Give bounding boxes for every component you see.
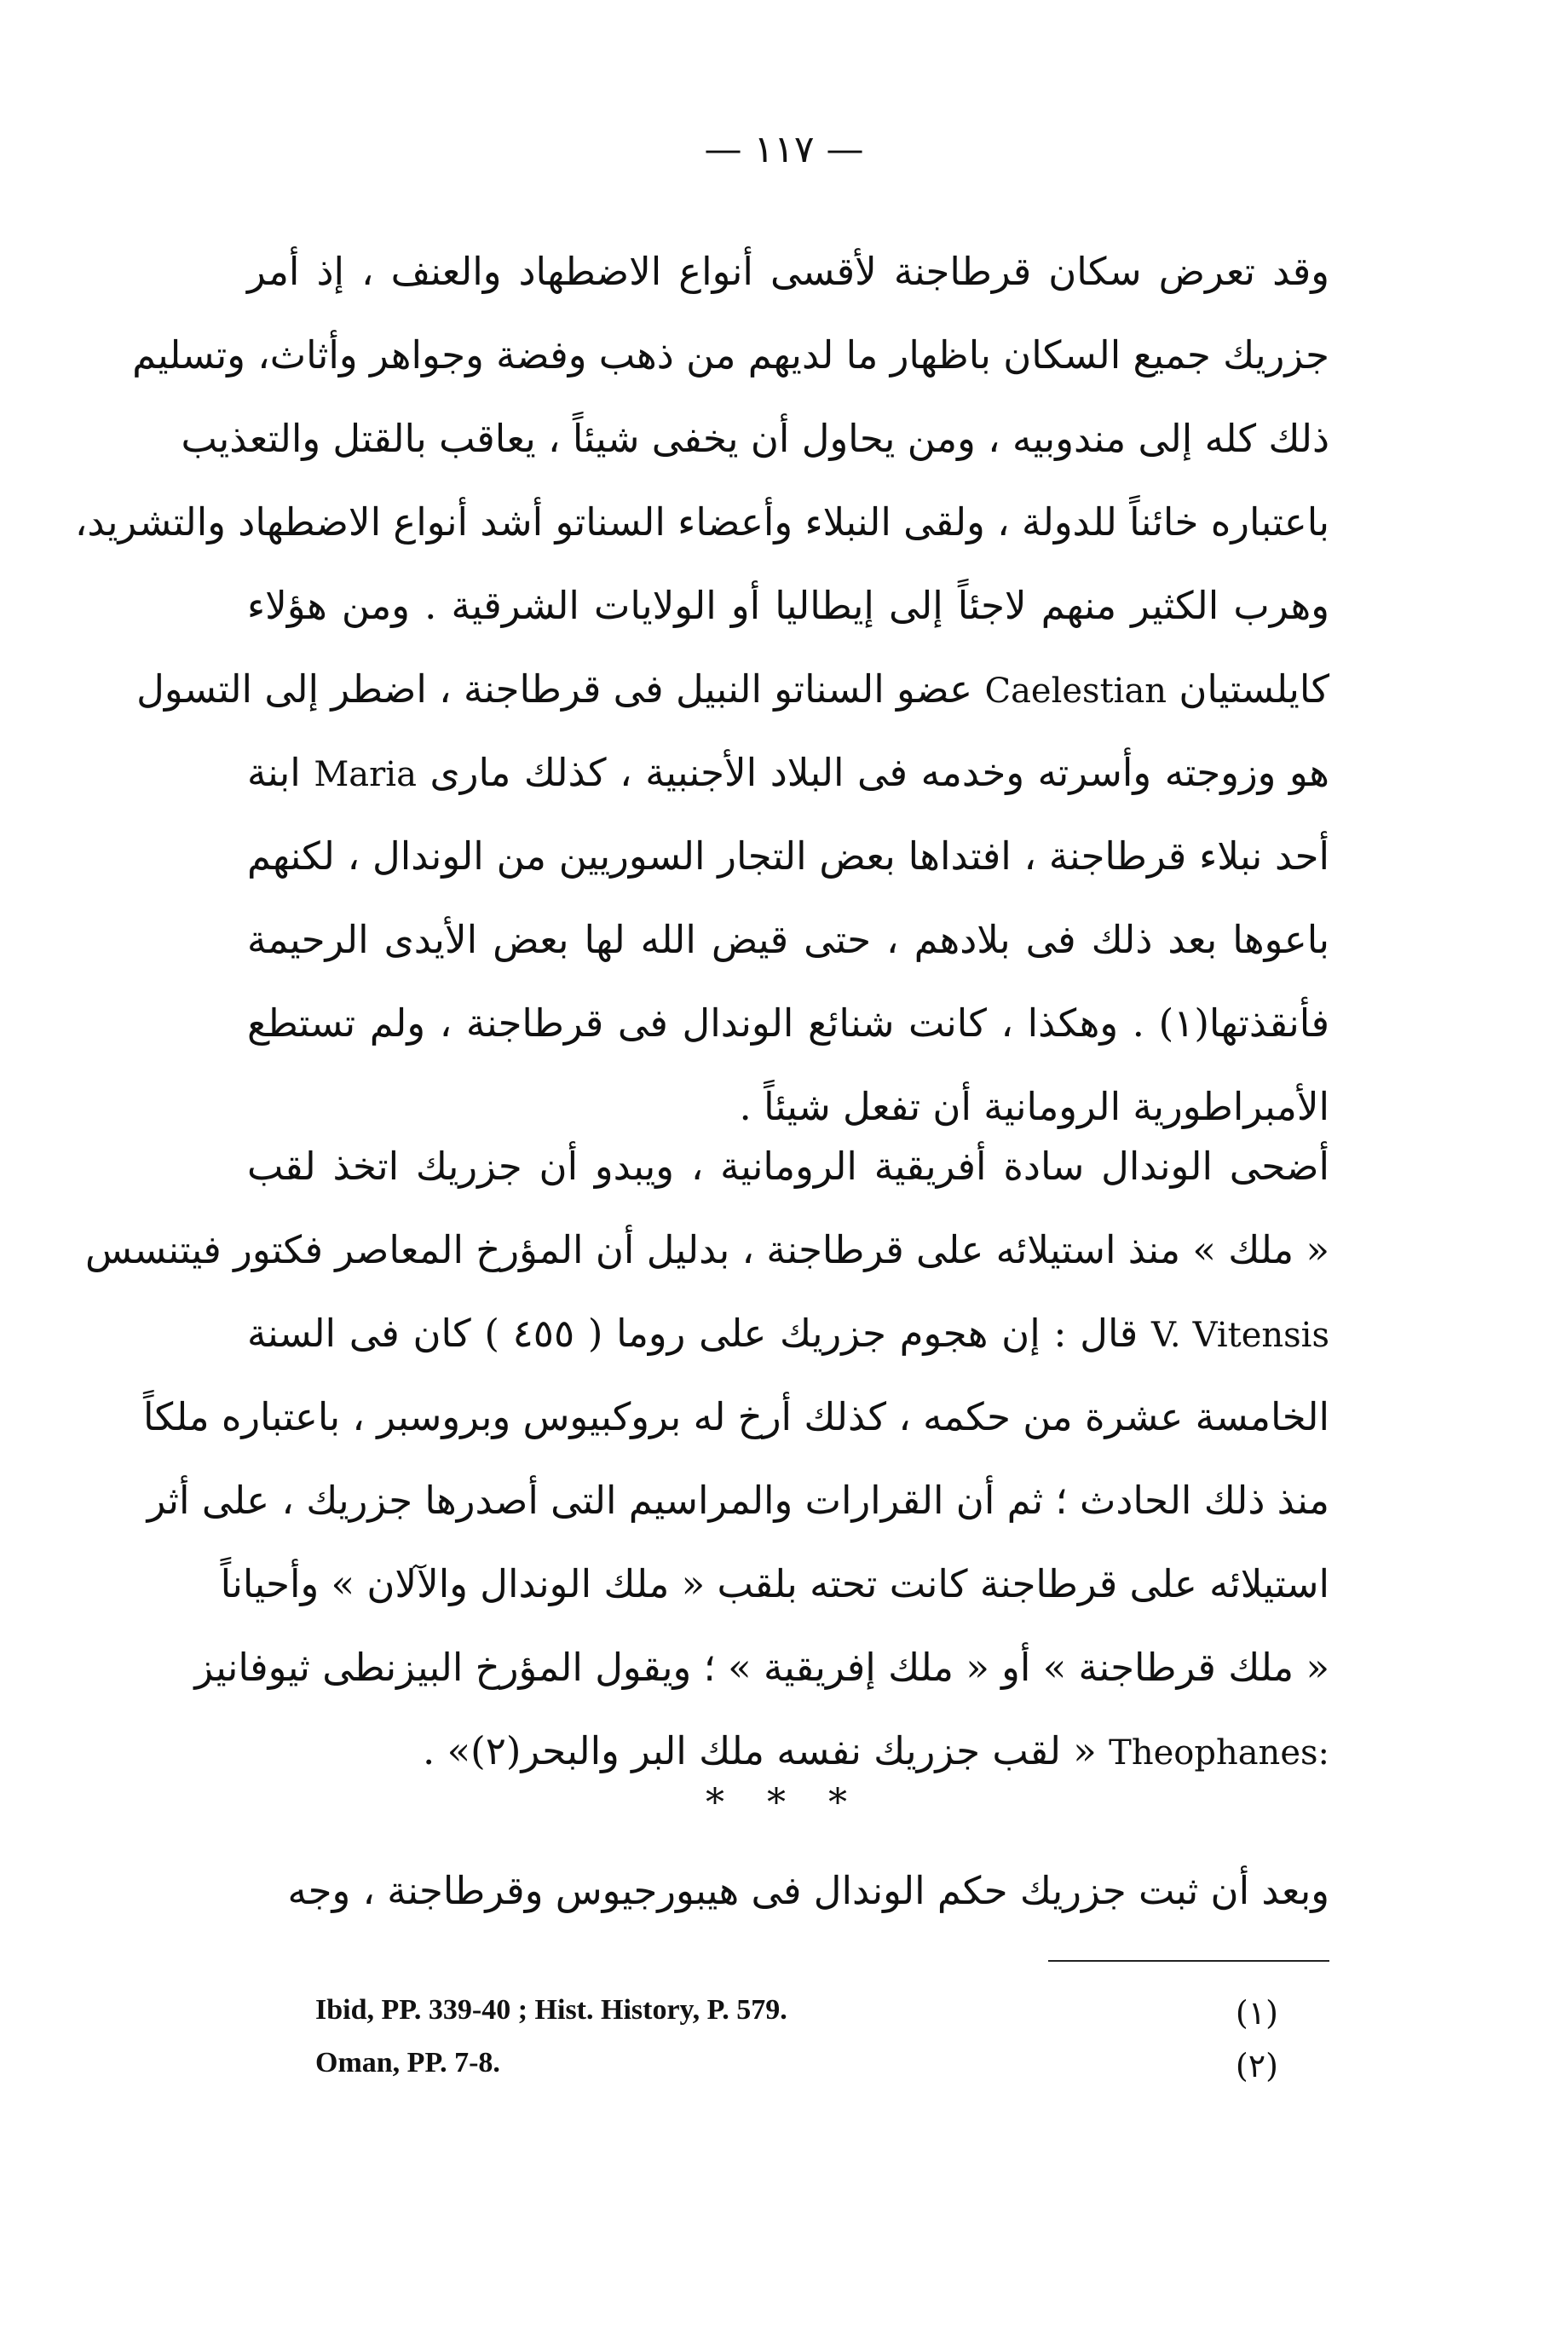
paragraph-line: منذ ذلك الحادث ؛ ثم أن القرارات والمراسيم التى أصدرها جزريك ، على أثر [147, 1478, 1329, 1523]
paragraph-line: الأمبراطورية الرومانية أن تفعل شيئاً . [739, 1084, 1329, 1129]
latin-name-vitensis: V. Vitensis [1150, 1316, 1329, 1355]
text-segment: قال : إن هجوم جزريك على روما ( ٤٥٥ ) كان فى السنة [247, 1311, 1139, 1356]
latin-name-caelestian: Caelestian [984, 672, 1167, 711]
section-separator: * * * [706, 1781, 862, 1825]
paragraph-line: أضحى الوندال سادة أفريقية الرومانية ، ويبدو أن جزريك اتخذ لقب [247, 1144, 1329, 1189]
paragraph-line: باعوها بعد ذلك فى بلادهم ، حتى قيض الله لها بعض الأيدى الرحيمة [247, 917, 1329, 962]
text-segment: كايلستيان [1179, 666, 1329, 712]
footnote-1 [315, 1994, 1338, 2037]
paragraph-line: فأنقذتها(١) . وهكذا ، كانت شنائع الوندال فى قرطاجنة ، ولم تستطع [247, 1000, 1329, 1046]
text-segment: عضو السناتو النبيل فى قرطاجنة ، اضطر إلى التسول [136, 666, 973, 712]
paragraph-line: ذلك كله إلى مندوبيه ، ومن يحاول أن يخفى شيئاً ، يعاقب بالقتل والتعذيب [181, 416, 1329, 461]
paragraph-3 [247, 1849, 1329, 1933]
footnote-2 [315, 2047, 1338, 2090]
text-segment: ابنة [247, 750, 301, 795]
text-segment: هو وزوجته وأسرته وخدمه فى البلاد الأجنبية ، كذلك مارى [429, 750, 1329, 795]
latin-name-theophanes: Theophanes: [1109, 1733, 1329, 1773]
latin-name-maria: Maria [314, 755, 417, 794]
paragraph-line: جزريك جميع السكان باظهار ما لديهم من ذهب وفضة وجواهر وأثاث، وتسليم [132, 332, 1329, 378]
paragraph-line: وهرب الكثير منهم لاجئاً إلى إيطاليا أو الولايات الشرقية . ومن هؤلاء [247, 583, 1329, 628]
footnote-divider [1048, 1960, 1329, 1962]
paragraph-line: استيلائه على قرطاجنة كانت تحته بلقب « ملك الوندال والآلان » وأحياناً [220, 1561, 1329, 1606]
footnote-number: (٢) [1235, 2047, 1278, 2084]
paragraph-2 [85, 1125, 1329, 1793]
paragraph-line: « ملك قرطاجنة » أو « ملك إفريقية » ؛ ويقول المؤرخ البيزنطى ثيوفانيز [194, 1645, 1329, 1690]
paragraph-line: وبعد أن ثبت جزريك حكم الوندال فى هيبورجيوس وقرطاجنة ، وجه [287, 1868, 1329, 1913]
paragraph-line-mixed [247, 1292, 1329, 1375]
paragraph-line: « ملك » منذ استيلائه على قرطاجنة ، بدليل أن المؤرخ المعاصر فكتور فيتنسس [85, 1227, 1329, 1272]
footnote-number: (١) [1235, 1994, 1278, 2032]
paragraph-line: الخامسة عشرة من حكمه ، كذلك أرخ له بروكبيوس وبروسبر ، باعتباره ملكاً [142, 1394, 1329, 1439]
paragraph-line-mixed [247, 731, 1329, 815]
page-number: — ١١٧ — [704, 128, 864, 171]
paragraph-line: باعتباره خائناً للدولة ، ولقى النبلاء وأعضاء السناتو أشد أنواع الاضطهاد والتشريد، [74, 499, 1329, 545]
footnote-text: Oman, PP. 7-8. [315, 2047, 500, 2078]
paragraph-line-mixed [136, 648, 1329, 731]
paragraph-1 [74, 230, 1329, 1149]
paragraph-line: وقد تعرض سكان قرطاجنة لأقسى أنواع الاضطهاد والعنف ، إذ أمر [247, 249, 1329, 294]
footnote-text: Ibid, PP. 339-40 ; Hist. History, P. 579. [315, 1994, 787, 2026]
paragraph-line: أحد نبلاء قرطاجنة ، افتداها بعض التجار السوريين من الوندال ، لكنهم [247, 833, 1329, 879]
text-segment: « لقب جزريك نفسه ملك البر والبحر(٢)» . [423, 1728, 1097, 1773]
